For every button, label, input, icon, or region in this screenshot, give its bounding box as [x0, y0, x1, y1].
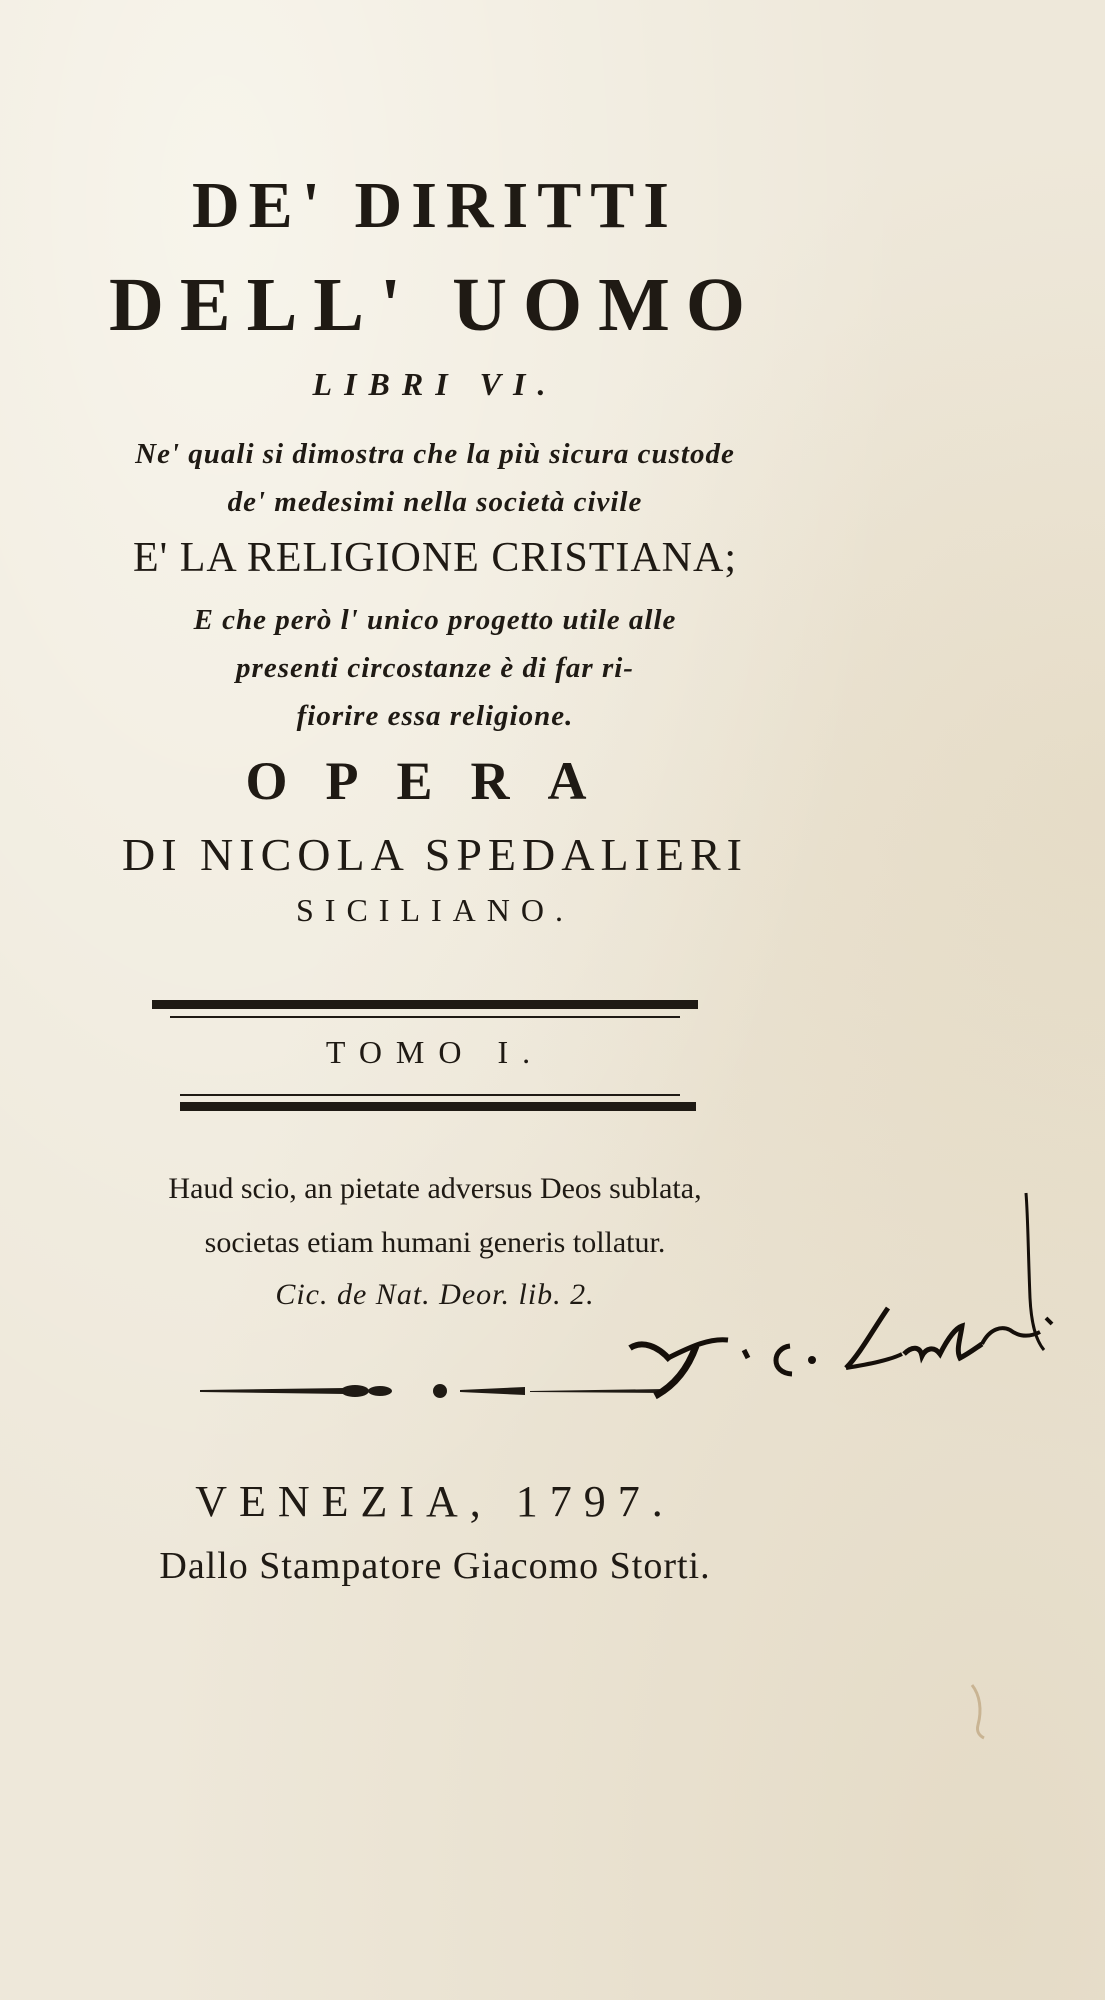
subtitle-line-5: fiorire essa religione.	[296, 700, 574, 732]
subtitle-line-1: Ne' quali si dimostra che la più sicura custode	[135, 438, 735, 470]
author-origin: SICILIANO.	[296, 892, 574, 928]
libri-count: LIBRI VI.	[312, 366, 558, 402]
religion-heading: E' LA RELIGIONE CRISTIANA;	[132, 535, 737, 581]
handwritten-signature	[600, 1178, 1080, 1408]
subtitle-line-4: presenti circostanze è di far ri-	[236, 652, 634, 684]
paper-stain-mark	[960, 1680, 990, 1740]
volume-label: TOMO I.	[325, 1034, 545, 1070]
epigraph-citation: Cic. de Nat. Deor. lib. 2.	[275, 1278, 595, 1311]
imprint-place-date: VENEZIA, 1797.	[195, 1477, 675, 1526]
epigraph-line-2: societas etiam humani generis tollatur.	[204, 1226, 666, 1259]
author-line: DI NICOLA SPEDALIERI	[122, 829, 748, 880]
subtitle-line-2: de' medesimi nella società civile	[227, 486, 643, 518]
bottom-double-rule	[150, 1080, 700, 1136]
title-line-2: DELL' UOMO	[109, 263, 761, 347]
subtitle-line-3: E che però l' unico progetto utile alle	[193, 604, 677, 636]
title-line-1: DE' DIRITTI	[192, 169, 678, 242]
opera-heading: OPERA	[245, 751, 625, 811]
imprint-printer: Dallo Stampatore Giacomo Storti.	[159, 1545, 711, 1587]
epigraph-line-1: Haud scio, an pietate adversus Deos sublata,	[168, 1172, 702, 1205]
